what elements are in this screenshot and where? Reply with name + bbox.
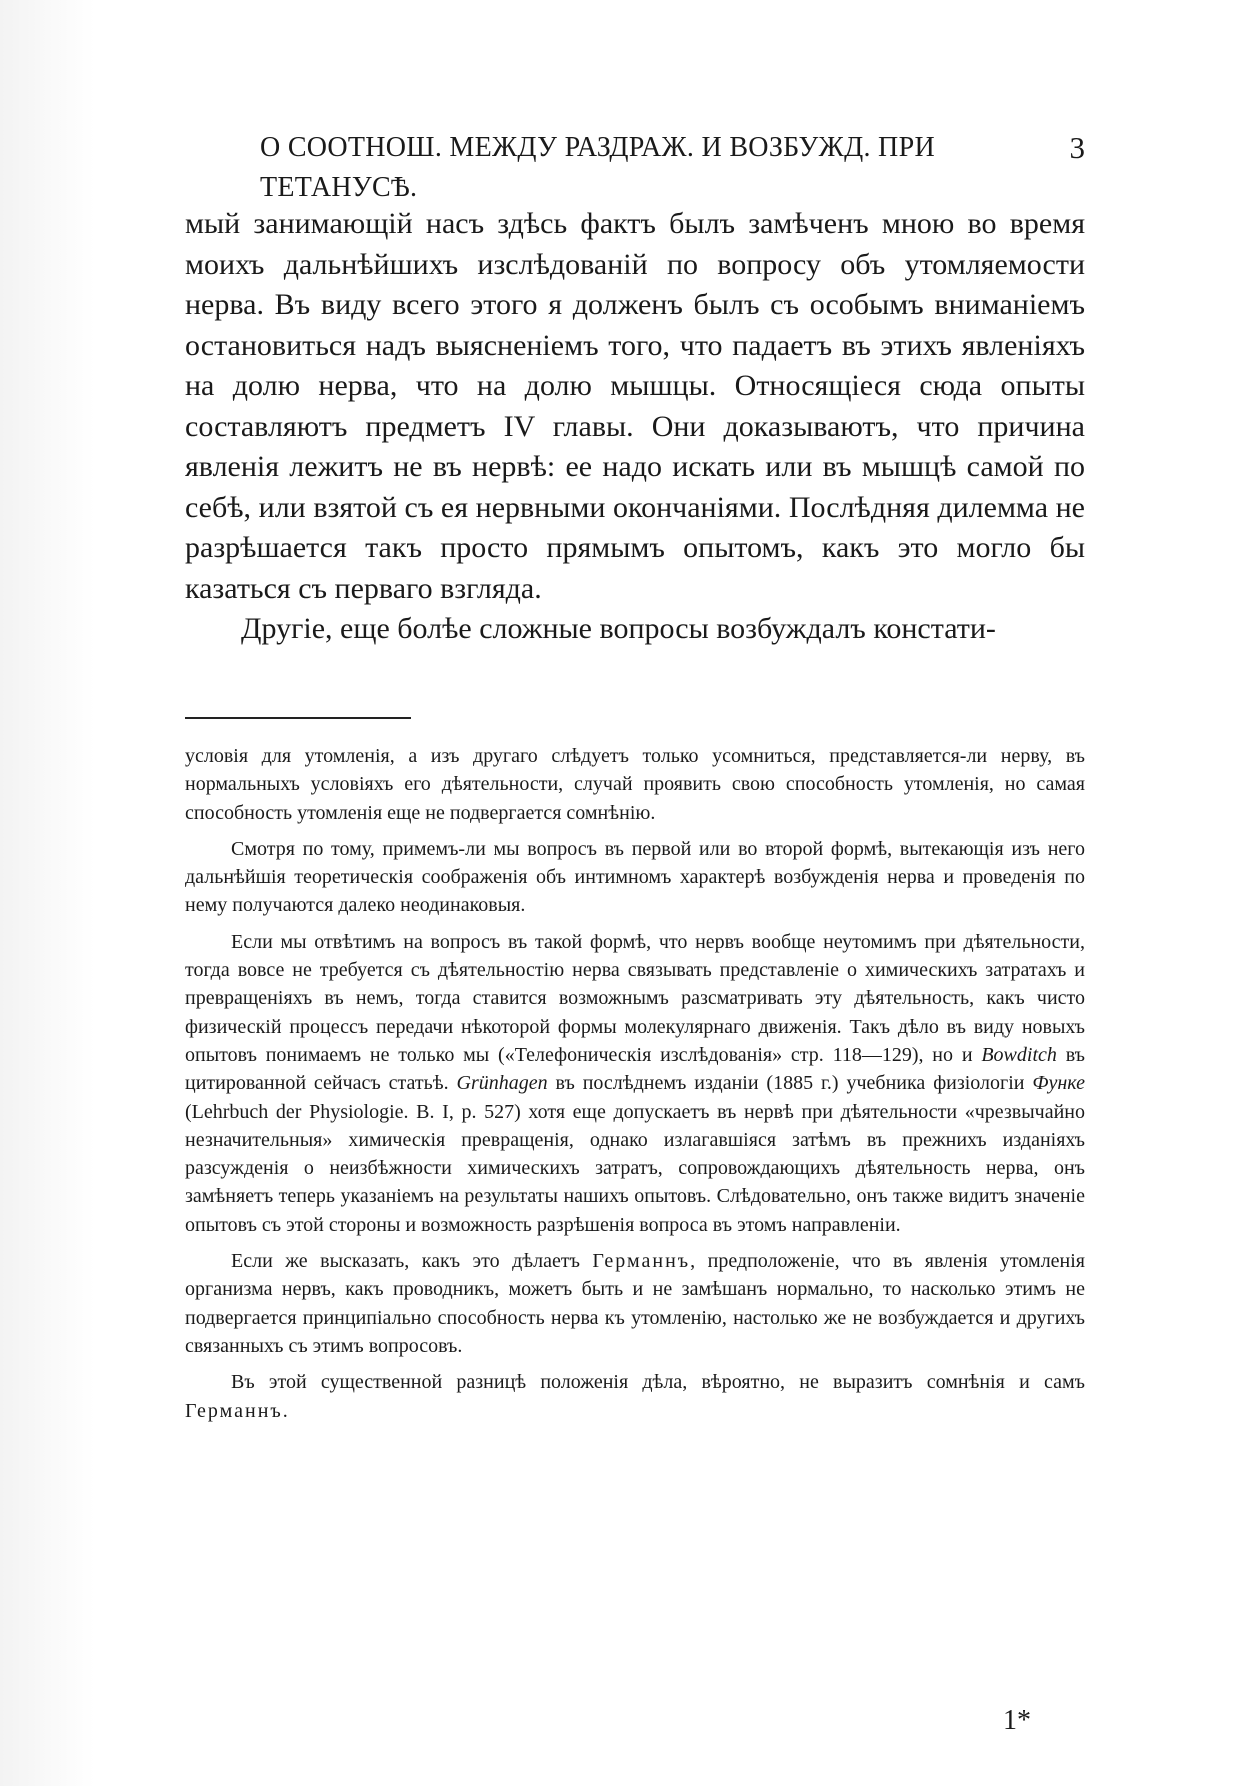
footnote-text: въ послѣднемъ изданіи (1885 г.) учебника физіологіи bbox=[547, 1072, 1033, 1095]
page-gutter-shading bbox=[0, 0, 95, 1786]
author-name: Германнъ bbox=[592, 1250, 691, 1273]
body-paragraph: Другіе, еще болѣе сложные вопросы возбуждалъ констати- bbox=[241, 612, 996, 645]
main-text bbox=[185, 204, 1085, 650]
footnote-text: въ цитированной сейчасъ статьѣ. bbox=[185, 1043, 1085, 1095]
footnote-paragraph bbox=[185, 1247, 1085, 1360]
footnote-separator-rule bbox=[185, 717, 411, 719]
footnote-paragraph: Смотря по тому, примемъ-ли мы вопросъ въ первой или во второй формѣ, вытекающія изъ него дальнѣйшія теоретическія соображенія объ интимномъ характерѣ возбужденія нерва и проведенія по нему получаются далеко неодинаковыя. bbox=[185, 837, 1085, 917]
footnote-text: (Lehrbuch der Physiologie. B. I, p. 527) хотя еще допускаетъ въ нервѣ при дѣятельности «чрезвычайно незначительныя» химическія превращенія, однако излагавшіяся затѣмъ въ прежнихъ изданіяхъ разсужденія о неизбѣжности химическихъ затратъ, сопровождающихъ дѣятельность нерва, онъ замѣняетъ теперь указаніемъ на результаты нашихъ опытовъ. Слѣдовательно, онъ также видитъ значеніе опытовъ съ этой стороны и возможность разрѣшенія вопроса въ этомъ направленіи. bbox=[185, 1100, 1085, 1236]
footnote-text: Въ этой существенной разницѣ положенія дѣла, вѣроятно, не выразитъ сомнѣнія и самъ bbox=[231, 1371, 1085, 1394]
signature-mark: 1* bbox=[1003, 1705, 1031, 1736]
running-head bbox=[185, 128, 1085, 203]
footnote-text: , предположеніе, что въ явленія утомленія организма нервъ, какъ проводникъ, можетъ быть и не замѣшанъ нормально, то насколько этимъ не подвергается принципіально способность нерва къ утомленію, настолько же не возбуждается и другихъ связанныхъ съ этимъ вопросовъ. bbox=[185, 1250, 1086, 1357]
footnote-text: . bbox=[282, 1399, 288, 1422]
footnote-paragraph bbox=[185, 1368, 1085, 1425]
footnotes bbox=[185, 742, 1085, 1433]
author-name: Grünhagen bbox=[456, 1072, 548, 1095]
author-name: Германнъ bbox=[185, 1399, 283, 1422]
author-name: Функе bbox=[1032, 1072, 1086, 1095]
footnote-paragraph: условія для утомленія, а изъ другаго слѣдуетъ только усомниться, представляется-ли нерву, въ нормальныхъ условіяхъ его дѣятельности, случай проявить свою способность утомленія, но самая способность утомленія еще не подвергается сомнѣнію. bbox=[185, 745, 1085, 824]
author-name: Bowditch bbox=[981, 1043, 1057, 1066]
footnote-text: Если же высказать, какъ это дѣлаетъ bbox=[231, 1250, 593, 1273]
page-number: 3 bbox=[1069, 130, 1085, 165]
footnote-text: Если мы отвѣтимъ на вопросъ въ такой формѣ, что нервъ вообще неутомимъ при дѣятельности, тогда вовсе не требуется съ дѣятельностію нерва связывать представленіе о химическихъ затратахъ и превращеніяхъ въ немъ, тогда ставится возможнымъ разсматривать эту дѣятельность, какъ чисто физическій процессъ передачи нѣкоторой формы молекулярнаго движенія. Такъ дѣло въ виду новыхъ опытовъ понимаемъ не только мы («Телефоническія изслѣдованія» стр. 118—129), но и bbox=[185, 930, 1085, 1066]
running-title: О СООТНОШ. МЕЖДУ РАЗДРАЖ. И ВОЗБУЖД. ПРИ ТЕТАНУСѢ. bbox=[260, 132, 935, 203]
footnote-paragraph bbox=[185, 928, 1085, 1239]
body-paragraph: мый занимающій насъ здѣсь фактъ былъ замѣченъ мною во время моихъ дальнѣйшихъ изслѣдованій по вопросу объ утомляемости нерва. Въ виду всего этого я долженъ былъ съ особымъ вниманіемъ остановиться надъ выясненіемъ того, что падаетъ въ этихъ явленіяхъ на долю нерва, что на долю мышцы. Относящіеся сюда опыты составляютъ предметъ IV главы. Они доказываютъ, что причина явленія лежитъ не въ нервѣ: ее надо искать или въ мышцѣ самой по себѣ, или взятой съ ея нервными окончаніями. Послѣдняя дилемма не разрѣшается такъ просто прямымъ опытомъ, какъ это могло бы казаться съ перваго взгляда. bbox=[185, 207, 1085, 605]
